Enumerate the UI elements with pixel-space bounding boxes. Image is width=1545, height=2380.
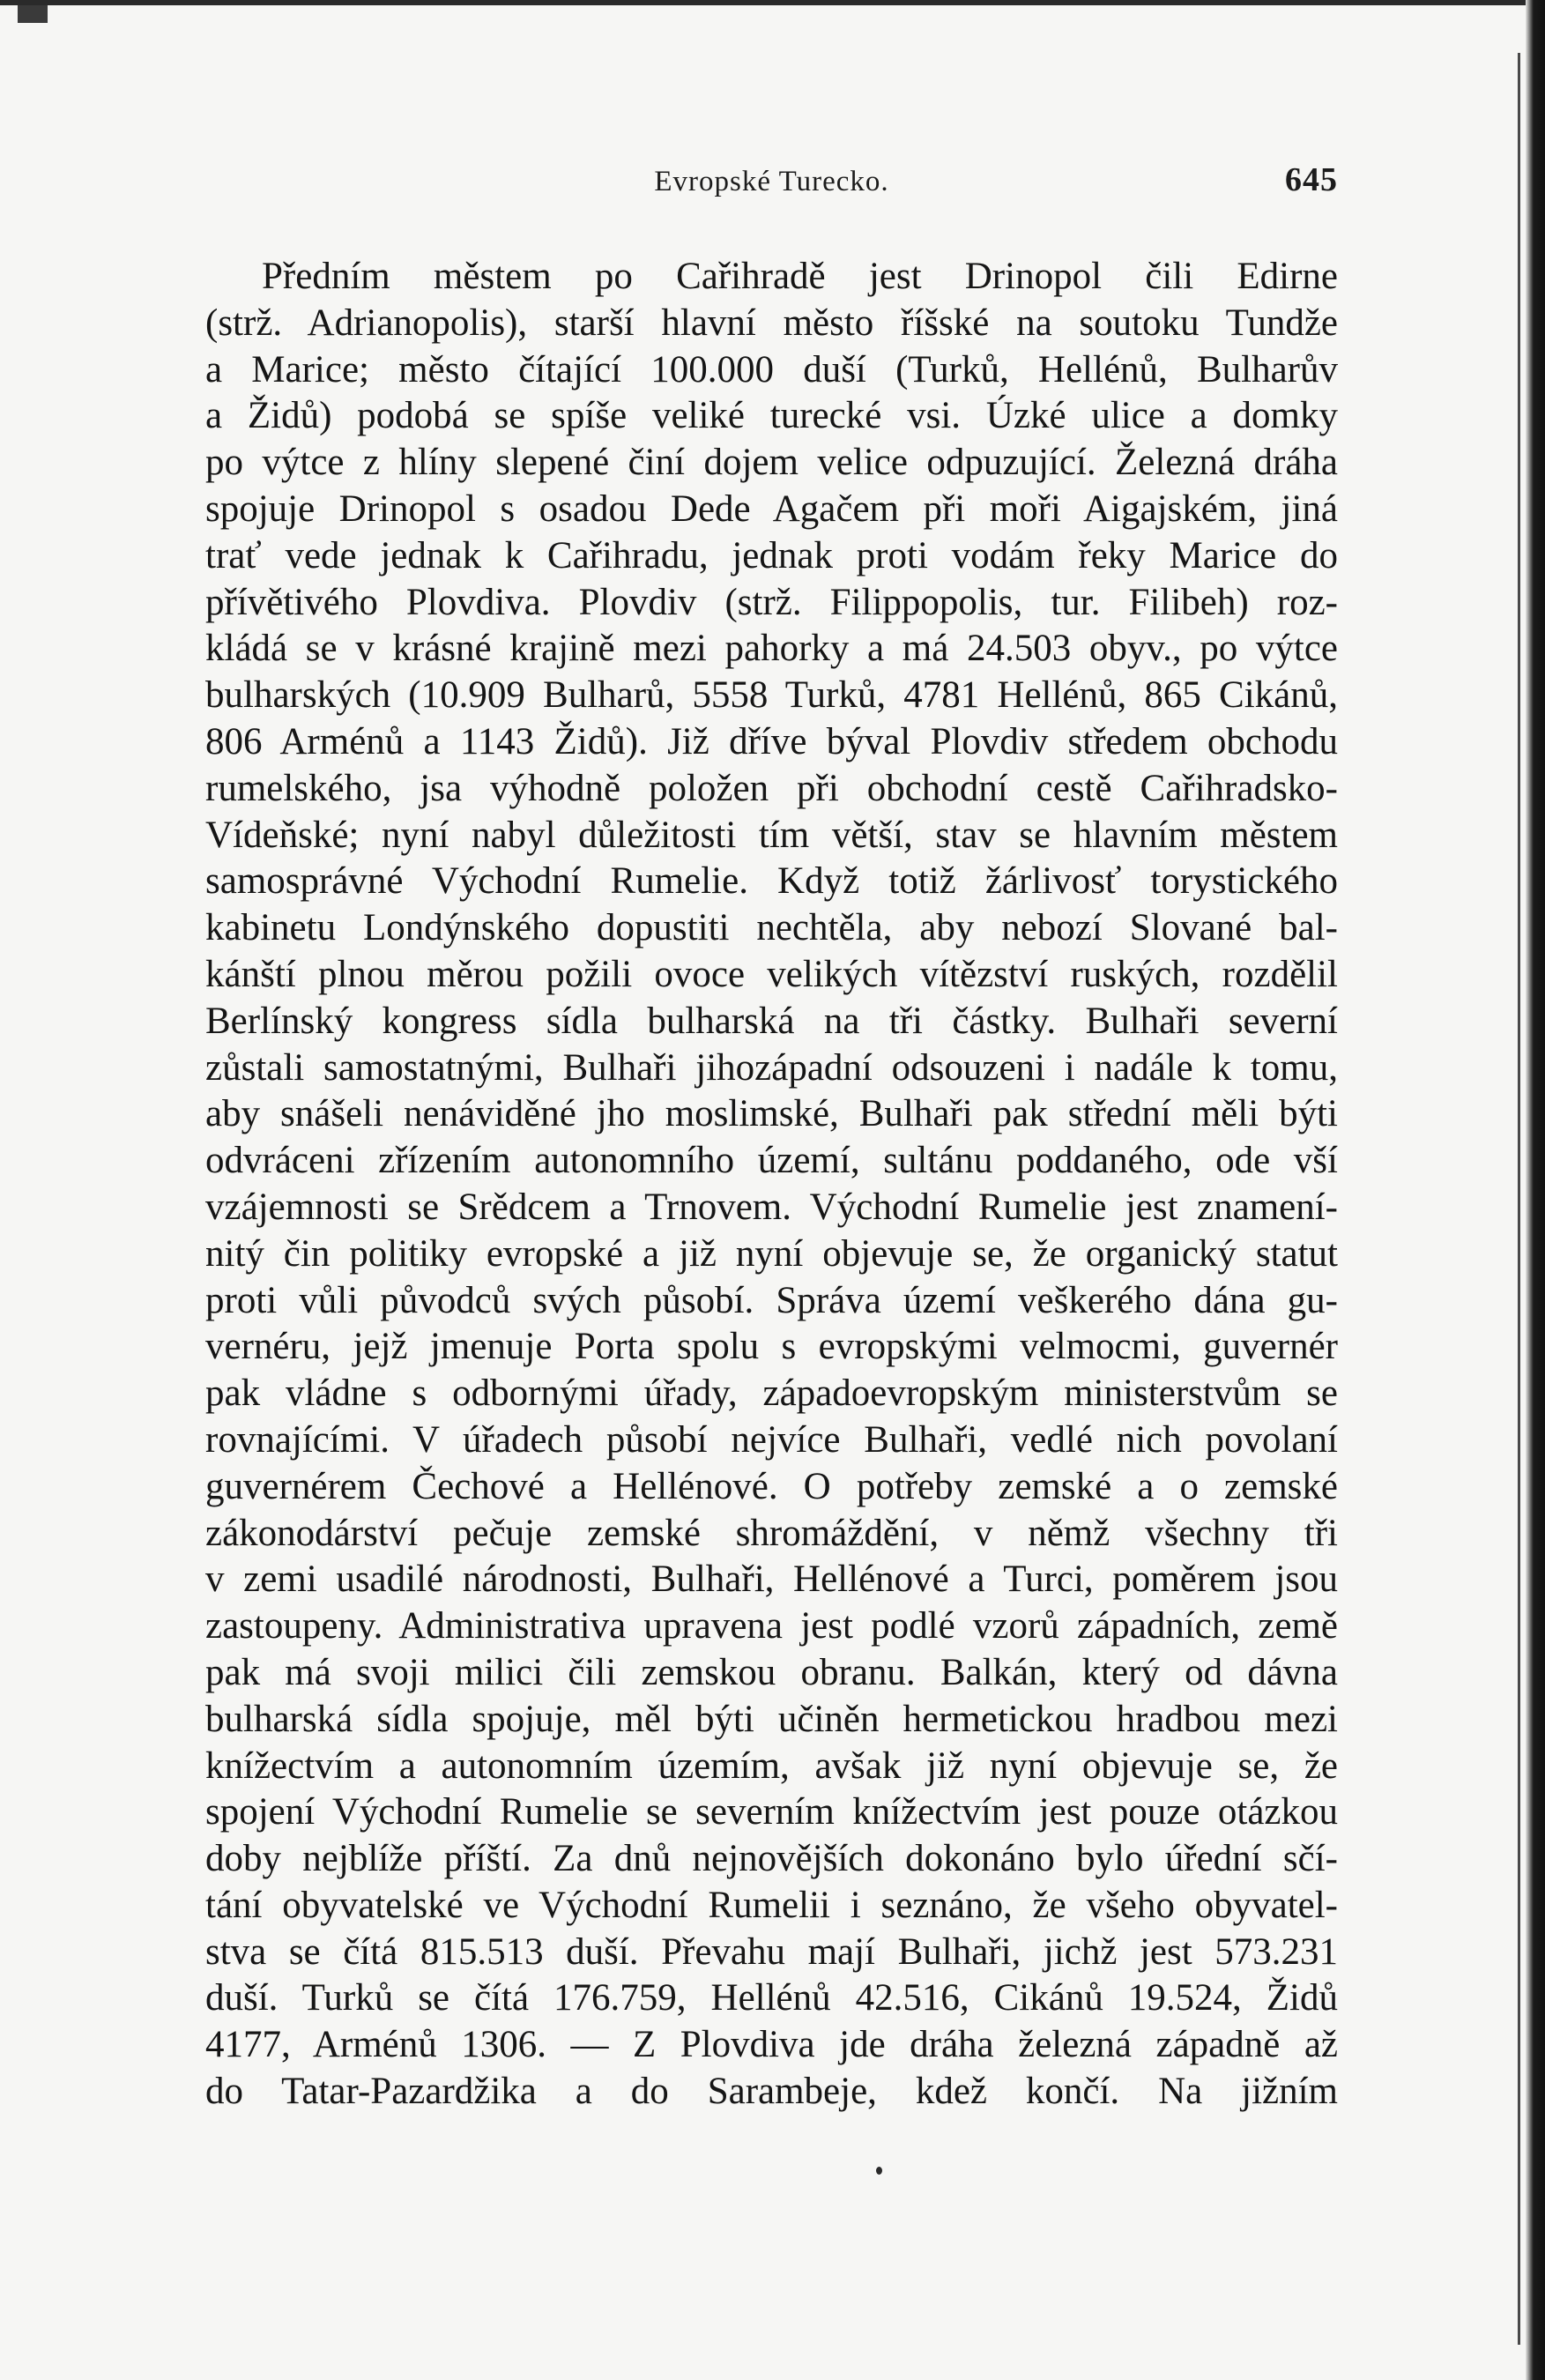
text-line: spojení Východní Rumelie se severním knížectvím jest pouze otázkou — [205, 1791, 1338, 1833]
text-line: Vídeňské; nyní nabyl důležitosti tím větší, stav se hlavním městem — [205, 814, 1338, 856]
page-number: 645 — [1285, 161, 1338, 198]
text-line: a Židů) podobá se spíše veliké turecké vsi. Úzké ulice a domky — [205, 395, 1338, 437]
text-line: trať vede jednak k Cařihradu, jednak proti vodám řeky Marice do — [205, 534, 1338, 576]
text-line: po výtce z hlíny slepené činí dojem velice odpuzující. Železná dráha — [205, 442, 1338, 484]
text-line: přívětivého Plovdiva. Plovdiv (strž. Filippopolis, tur. Filibeh) roz- — [205, 581, 1338, 623]
scan-corner-mark — [18, 5, 48, 23]
text-line: zastoupeny. Administrativa upravena jest podlé vzorů západních, země — [205, 1605, 1338, 1647]
text-line: pak má svoji milici čili zemskou obranu. Balkán, který od dávna — [205, 1651, 1338, 1693]
text-line: bulharská sídla spojuje, měl býti učiněn hermetickou hradbou mezi — [205, 1698, 1338, 1740]
text-line: zůstali samostatnými, Bulhaři jihozápadní odsouzeni i nadále k tomu, — [205, 1046, 1338, 1089]
text-line: a Marice; město čítající 100.000 duší (Turků, Hellénů, Bulharův — [205, 348, 1338, 390]
text-line: 806 Arménů a 1143 Židů). Již dříve býval Plovdiv středem obchodu — [205, 720, 1338, 762]
page-right-border — [1518, 53, 1520, 2345]
scan-top-edge — [0, 0, 1545, 5]
text-line: proti vůli původců svých působí. Správa území veškerého dána gu- — [205, 1279, 1338, 1321]
body-text — [205, 254, 1338, 2116]
text-line: rovnajícími. V úřadech působí nejvíce Bulhaři, vedlé nich povolaní — [205, 1418, 1338, 1461]
text-line: tání obyvatelské ve Východní Rumelii i seznáno, že všeho obyvatel- — [205, 1884, 1338, 1926]
text-line: 4177, Arménů 1306. — Z Plovdiva jde dráha železná západně až — [205, 2024, 1338, 2066]
text-line: nitý čin politiky evropské a již nyní objevuje se, že organický statut — [205, 1232, 1338, 1275]
text-line: zákonodárství pečuje zemské shromáždění, v němž všechny tři — [205, 1512, 1338, 1554]
text-line: do Tatar-Pazardžika a do Sarambeje, kdež končí. Na jižním — [205, 2071, 1338, 2113]
scan-speck — [876, 2167, 882, 2175]
text-line: v zemi usadilé národnosti, Bulhaři, Hellénové a Turci, poměrem jsou — [205, 1558, 1338, 1601]
text-line: spojuje Drinopol s osadou Dede Agačem při moři Aigajském, jiná — [205, 487, 1338, 530]
running-header — [205, 160, 1338, 205]
text-line: kládá se v krásné krajině mezi pahorky a má 24.503 obyv., po výtce — [205, 628, 1338, 670]
text-line: doby nejblíže příští. Za dnů nejnovějších dokonáno bylo úřední sčí- — [205, 1838, 1338, 1880]
text-line: bulharských (10.909 Bulharů, 5558 Turků, 4781 Hellénů, 865 Cikánů, — [205, 674, 1338, 717]
text-line: odvráceni zřízením autonomního území, sultánu poddaného, ode vší — [205, 1140, 1338, 1182]
text-line: stva se čítá 815.513 duší. Převahu mají Bulhaři, jichž jest 573.231 — [205, 1930, 1338, 1973]
text-line: vernéru, jejž jmenuje Porta spolu s evropskými velmocmi, guvernér — [205, 1326, 1338, 1368]
text-line: kabinetu Londýnského dopustiti nechtěla, aby nebozí Slované bal- — [205, 907, 1338, 949]
text-line: Předním městem po Cařihradě jest Drinopol čili Edirne — [262, 256, 1338, 297]
text-line: vzájemnosti se Srědcem a Trnovem. Východní Rumelie jest znamení- — [205, 1186, 1338, 1228]
text-line: pak vládne s odbornými úřady, západoevropským ministerstvům se — [205, 1372, 1338, 1415]
text-line: samosprávné Východní Rumelie. Když totiž žárlivosť torystického — [205, 860, 1338, 903]
running-title: Evropské Turecko. — [654, 166, 889, 197]
text-line: aby snášeli nenáviděné jho moslimské, Bulhaři pak střední měli býti — [205, 1093, 1338, 1135]
text-line: Berlínský kongress sídla bulharská na tři částky. Bulhaři severní — [205, 1000, 1338, 1042]
text-line: (strž. Adrianopolis), starší hlavní město říšské na soutoku Tundže — [205, 301, 1338, 344]
text-line: rumelského, jsa výhodně položen při obchodní cestě Cařihradsko- — [205, 767, 1338, 809]
text-line: duší. Turků se čítá 176.759, Hellénů 42.516, Cikánů 19.524, Židů — [205, 1977, 1338, 2019]
text-line: knížectvím a autonomním územím, avšak již nyní objevuje se, že — [205, 1744, 1338, 1787]
text-line: guvernérem Čechové a Hellénové. O potřeby zemské a o zemské — [205, 1465, 1338, 1507]
text-line: kánští plnou měrou požili ovoce velikých vítězství ruských, rozdělil — [205, 953, 1338, 995]
scan-right-edge — [1526, 0, 1545, 2380]
